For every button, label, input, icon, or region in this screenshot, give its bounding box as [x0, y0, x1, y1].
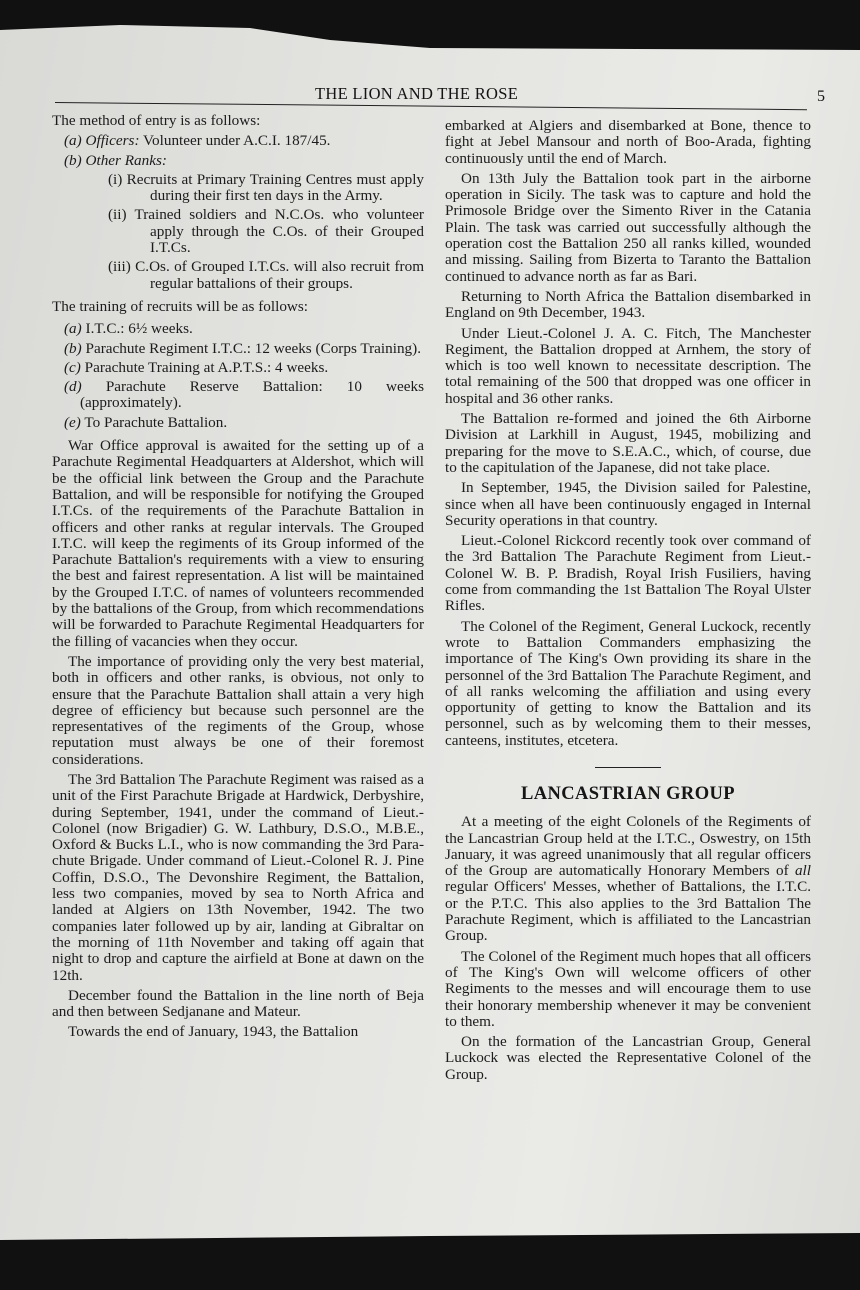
item-text: Trained soldiers and N.C.Os. who volunteer apply through the C.Os. of their Grouped I.T.Cs. [134, 206, 424, 257]
paragraph-reformed: The Battalion re-formed and joined the 6th Airborne Division at Larkhill in August, 1945, mobilizing and preparing for the move to S.E.A.C., which, of course, due to the capitulation of the Japanese, did not take place. [445, 410, 811, 476]
paragraph-rickcord: Lieut.-Colonel Rickcord recently took over command of the 3rd Battalion The Parachute Regiment from Lieut.-Colonel W. B. P. Bradish, Royal Irish Fusiliers, having come from commanding the 1st Battalion The Royal Ulster Rifles. [445, 532, 811, 615]
other-ranks-item [52, 259, 424, 292]
paragraph-continued: embarked at Algiers and disembarked at Bone, thence to fight at Jebel Mansour and north of Boo-Arada, fighting continuously until the end of March. [445, 117, 811, 167]
other-ranks-item [52, 207, 424, 256]
item-marker: (iii) [108, 258, 131, 276]
item-marker: (i) [108, 170, 123, 188]
paragraph-meeting [445, 814, 811, 944]
item-text: Recruits at Primary Training Centres must apply during their first ten days in the Army. [126, 170, 425, 205]
paragraph-january: Towards the end of January, 1943, the Battalion [68, 1023, 359, 1041]
item-text: Parachute Regiment I.T.C.: 12 weeks (Corps Training). [85, 339, 421, 357]
item-marker: (e) [64, 413, 81, 431]
entry-item-officers [52, 133, 424, 149]
item-marker: (a) [64, 132, 82, 150]
training-item [52, 415, 424, 431]
text-run: regular Officers' Messes, whether of Battalions, the I.T.C. or the P.T.C. This also applies to the 3rd Battalion The Parachute Regiment, which is affiliated to the Lancastrian Group. [445, 878, 811, 945]
paragraph-arnhem: Under Lieut.-Colonel J. A. C. Fitch, The Manchester Regiment, the Battalion dropped at Arnhem, the story of which is too well known to necessitate description. The total remaining of the 500 that dropped was one officer in hospital and 36 other ranks. [445, 324, 811, 407]
other-ranks-item [52, 172, 424, 205]
paragraph-formation: On the formation of the Lancastrian Group, General Luckock was elected the Representative Colonel of the Group. [445, 1033, 811, 1083]
page-header [55, 82, 825, 112]
paragraph-war-office: War Office approval is awaited for the setting up of a Parachute Regimental Headquarters at Aldershot, which will be the official link between the Group and the Parachute Battalion, and will be responsible for notifying the Grouped I.T.Cs. of the requirements of the Parachute Battalion in officers and other ranks at regular intervals. The Grouped I.T.C. will keep the regiments of its Group informed of the Parachute Battalion's requirements with a view to ensuring the best and fairest representation. A list will be maintained by the Grouped I.T.C. of names of volunteers recommended by the battalions of the Group, from which recommendations will be forwarded to Parachute Regimental Headquarters for the filling of vacancies when they occur. [52, 437, 424, 650]
paragraph-luckock: The Colonel of the Regiment, General Luckock, recently wrote to Battalion Commanders emphasizing the importance of The King's Own providing its share in the personnel of the 3rd Battalion The Parachute Regiment, and of all ranks welcoming the affiliation and using every opportunity of getting to know the Battalion and its personnel, such as by welcoming them to their messes, canteens, institutes, etcetera. [445, 617, 811, 749]
item-marker: (c) [64, 358, 81, 376]
item-text: C.Os. of Grouped I.T.Cs. will also recruit from regular battalions of their groups. [135, 258, 425, 292]
entry-item-other-ranks [52, 153, 424, 169]
running-title: THE LION AND THE ROSE [315, 84, 519, 103]
training-item [52, 341, 424, 357]
section-divider [595, 767, 661, 768]
paragraph-hopes: The Colonel of the Regiment much hopes that all officers of The King's Own will welcome officers of other Regiments to the messes and will encourage them to use their honorary membership whenever it may be convenient to them. [445, 947, 811, 1030]
text-run: At a meeting of the eight Colonels of the Regiments of the Lancastrian Group held at the I.T.C., Oswestry, on 15th January, it was agreed unanimously that all regular officers of the Group are automatically Honorary Members of [445, 813, 811, 880]
paragraph-importance: The importance of providing only the very best material, both in officers and other ranks, is obvious, not only to ensure that the Parachute Battalion shall attain a very high degree of efficiency but because such personnel are the representatives of the regiments of the Group, whose reputation must always be one of their foremost considerations. [52, 652, 424, 768]
item-marker: (a) [64, 320, 82, 338]
item-text: To Parachute Battalion. [84, 413, 228, 431]
section-heading: LANCASTRIAN GROUP [521, 783, 735, 804]
left-column [52, 113, 424, 1045]
emphasis-all: all [794, 862, 811, 880]
item-label: Officers: [85, 132, 140, 150]
page-number: 5 [817, 88, 825, 105]
training-intro: The training of recruits will be as follows: [52, 297, 309, 315]
training-item [52, 360, 424, 376]
item-marker: (ii) [108, 206, 127, 224]
paragraph-returning: Returning to North Africa the Battalion disembarked in England on 9th December, 1943. [445, 287, 811, 322]
training-item [52, 379, 424, 412]
right-column [445, 118, 811, 1087]
item-text: Volunteer under A.C.I. 187/45. [139, 132, 331, 150]
training-item [52, 321, 424, 337]
item-text: Parachute Training at A.P.T.S.: 4 weeks. [84, 358, 329, 376]
item-text: Parachute Reserve Battalion: 10 weeks (approximately). [80, 378, 425, 412]
item-marker: (b) [64, 151, 82, 169]
item-marker: (b) [64, 339, 82, 357]
paragraph-3rd-battalion: The 3rd Battalion The Parachute Regiment was raised as a unit of the First Parachute Brigade at Hardwick, Derbyshire, during September, 1941, under the command of Lieut.-Colonel (now Brigadier) G. W. Lathbury, D.S.O., M.B.E., Oxford & Bucks L.I., who is now commanding the 3rd Parachute Brigade. Under command of Lieut.-Colonel R. J. Pine Coffin, D.S.O., The Devonshire Regiment, the Battalion, less two companies, moved by sea to North Africa and landed at Algiers on 13th November, 1942. The two companies later followed up by air, landing at Gibraltar on the morning of 11th November and taking off again that night to drop and capture the airfield at Bone at dawn on the 12th. [52, 770, 424, 984]
entry-intro: The method of entry is as follows: [52, 112, 261, 129]
item-label: Other Ranks: [85, 151, 167, 169]
item-text: I.T.C.: 6½ weeks. [85, 320, 193, 338]
paragraph-sicily: On 13th July the Battalion took part in the airborne operation in Sicily. The task was to capture and hold the Primosole Bridge over the Simento River in the Catania Plain. The task was carried out successfully although the operation cost the Battalion 250 all ranks killed, wounded and missing. Sailing from Bizerta to Taranto the Battalion continued to advance north as far as Bari. [445, 169, 811, 285]
paragraph-palestine: In September, 1945, the Division sailed for Palestine, since when all have been continuously engaged in Internal Security operations in that country. [445, 479, 811, 529]
paragraph-december: December found the Battalion in the line north of Beja and then between Sedjanane and Mateur. [52, 986, 424, 1021]
item-marker: (d) [64, 378, 82, 396]
